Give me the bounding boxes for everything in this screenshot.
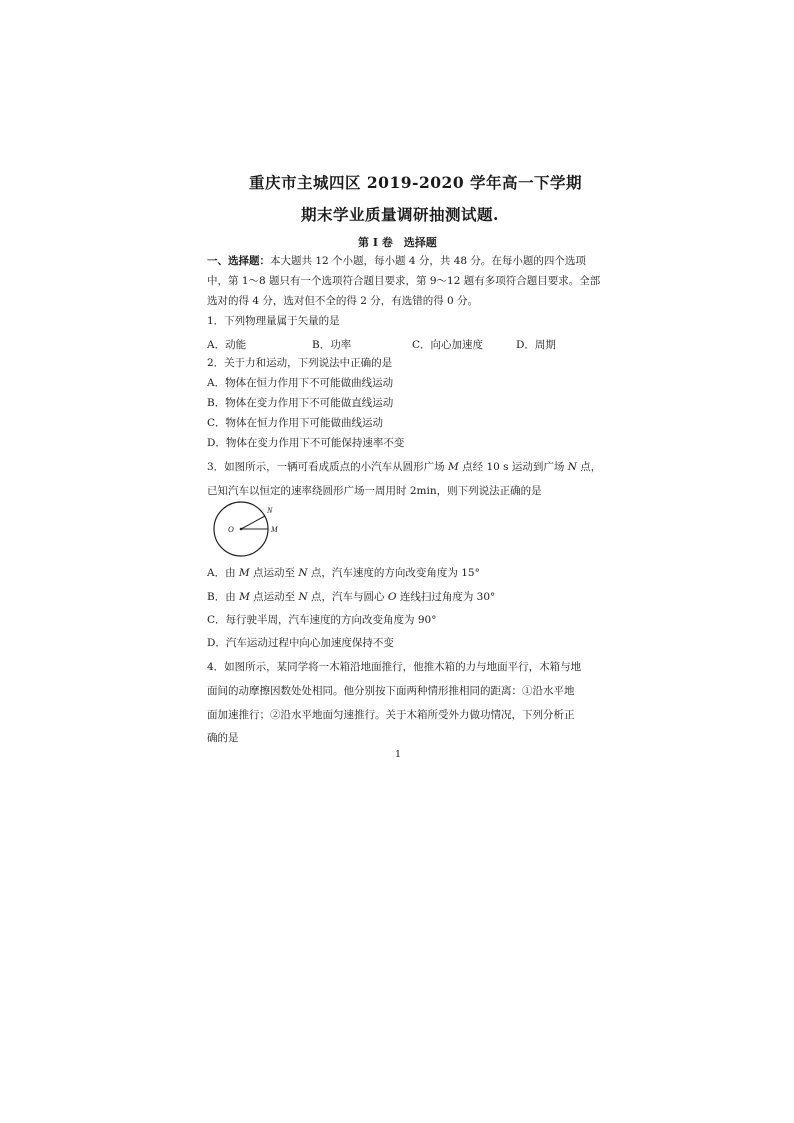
q1-stem: 1．下列物理量属于矢量的是	[207, 315, 340, 327]
q1-option-c: C．向心加速度	[412, 339, 484, 351]
q3-option-d: D．汽车运动过程中向心加速度保持不变	[207, 637, 394, 649]
label-n: N	[267, 506, 273, 515]
instructions-line-3: 选对的得 4 分，选对但不全的得 2 分，有选错的得 0 分。	[207, 295, 479, 307]
q4-stem-line-1: 4．如图所示，某同学将一木箱沿地面推行，他推木箱的力与地面平行，木箱与地	[207, 661, 582, 673]
q3-option-a: A．由 M 点运动至 N 点，汽车速度的方向改变角度为 15°	[207, 567, 480, 579]
instructions-text: 本大题共 12 个小题，每小题 4 分，共 48 分。在每小题的四个选项	[270, 255, 586, 267]
circle-figure	[208, 500, 288, 562]
label-o: O	[228, 525, 234, 534]
section-heading: 第 I 卷 选择题	[358, 236, 437, 249]
instructions-line-1	[207, 253, 586, 268]
q4-stem-line-2: 面间的动摩擦因数处处相同。他分别按下面两种情形推相同的距离：①沿水平地	[207, 685, 575, 697]
q1-option-a: A．动能	[207, 339, 247, 351]
title-line-2: 期末学业质量调研抽测试题.	[301, 205, 499, 224]
q2-option-b: B．物体在变力作用下不可能做直线运动	[207, 397, 394, 409]
q3-stem-line-2: 已知汽车以恒定的速率绕圆形广场一周用时 2min，则下列说法正确的是	[207, 485, 542, 497]
q3-option-c: C．每行驶半周，汽车速度的方向改变角度为 90°	[207, 614, 437, 626]
q2-stem: 2．关于力和运动，下列说法中正确的是	[207, 357, 393, 369]
center-point	[240, 528, 243, 531]
page-number: 1	[395, 749, 402, 760]
q2-option-d: D．物体在变力作用下不可能保持速率不变	[207, 437, 405, 449]
q2-option-a: A．物体在恒力作用下不可能做曲线运动	[207, 377, 394, 389]
title-line-1: 重庆市主城四区 2019-2020 学年高一下学期	[249, 173, 583, 192]
q3-stem-line-1: 3．如图所示，一辆可看成质点的小汽车从圆形广场 M 点经 10 s 运动到广场 N 点，	[207, 461, 602, 473]
instructions-label: 一、选择题：	[207, 255, 270, 267]
q3-option-b: B．由 M 点运动至 N 点，汽车与圆心 O 连线扫过角度为 30°	[207, 591, 496, 603]
instructions-line-2: 中，第 1～8 题只有一个选项符合题目要求，第 9～12 题有多项符合题目要求。全部	[207, 275, 601, 287]
q4-stem-line-4: 确的是	[207, 732, 239, 744]
q1-option-b: B．功率	[312, 339, 352, 351]
q4-stem-line-3: 面加速推行；②沿水平地面匀速推行。关于木箱所受外力做功情况，下列分析正	[207, 709, 575, 721]
q2-option-c: C．物体在恒力作用下可能做曲线运动	[207, 417, 384, 429]
q1-option-d: D．周期	[516, 339, 556, 351]
label-m: M	[271, 525, 278, 534]
radius-on	[241, 516, 265, 529]
